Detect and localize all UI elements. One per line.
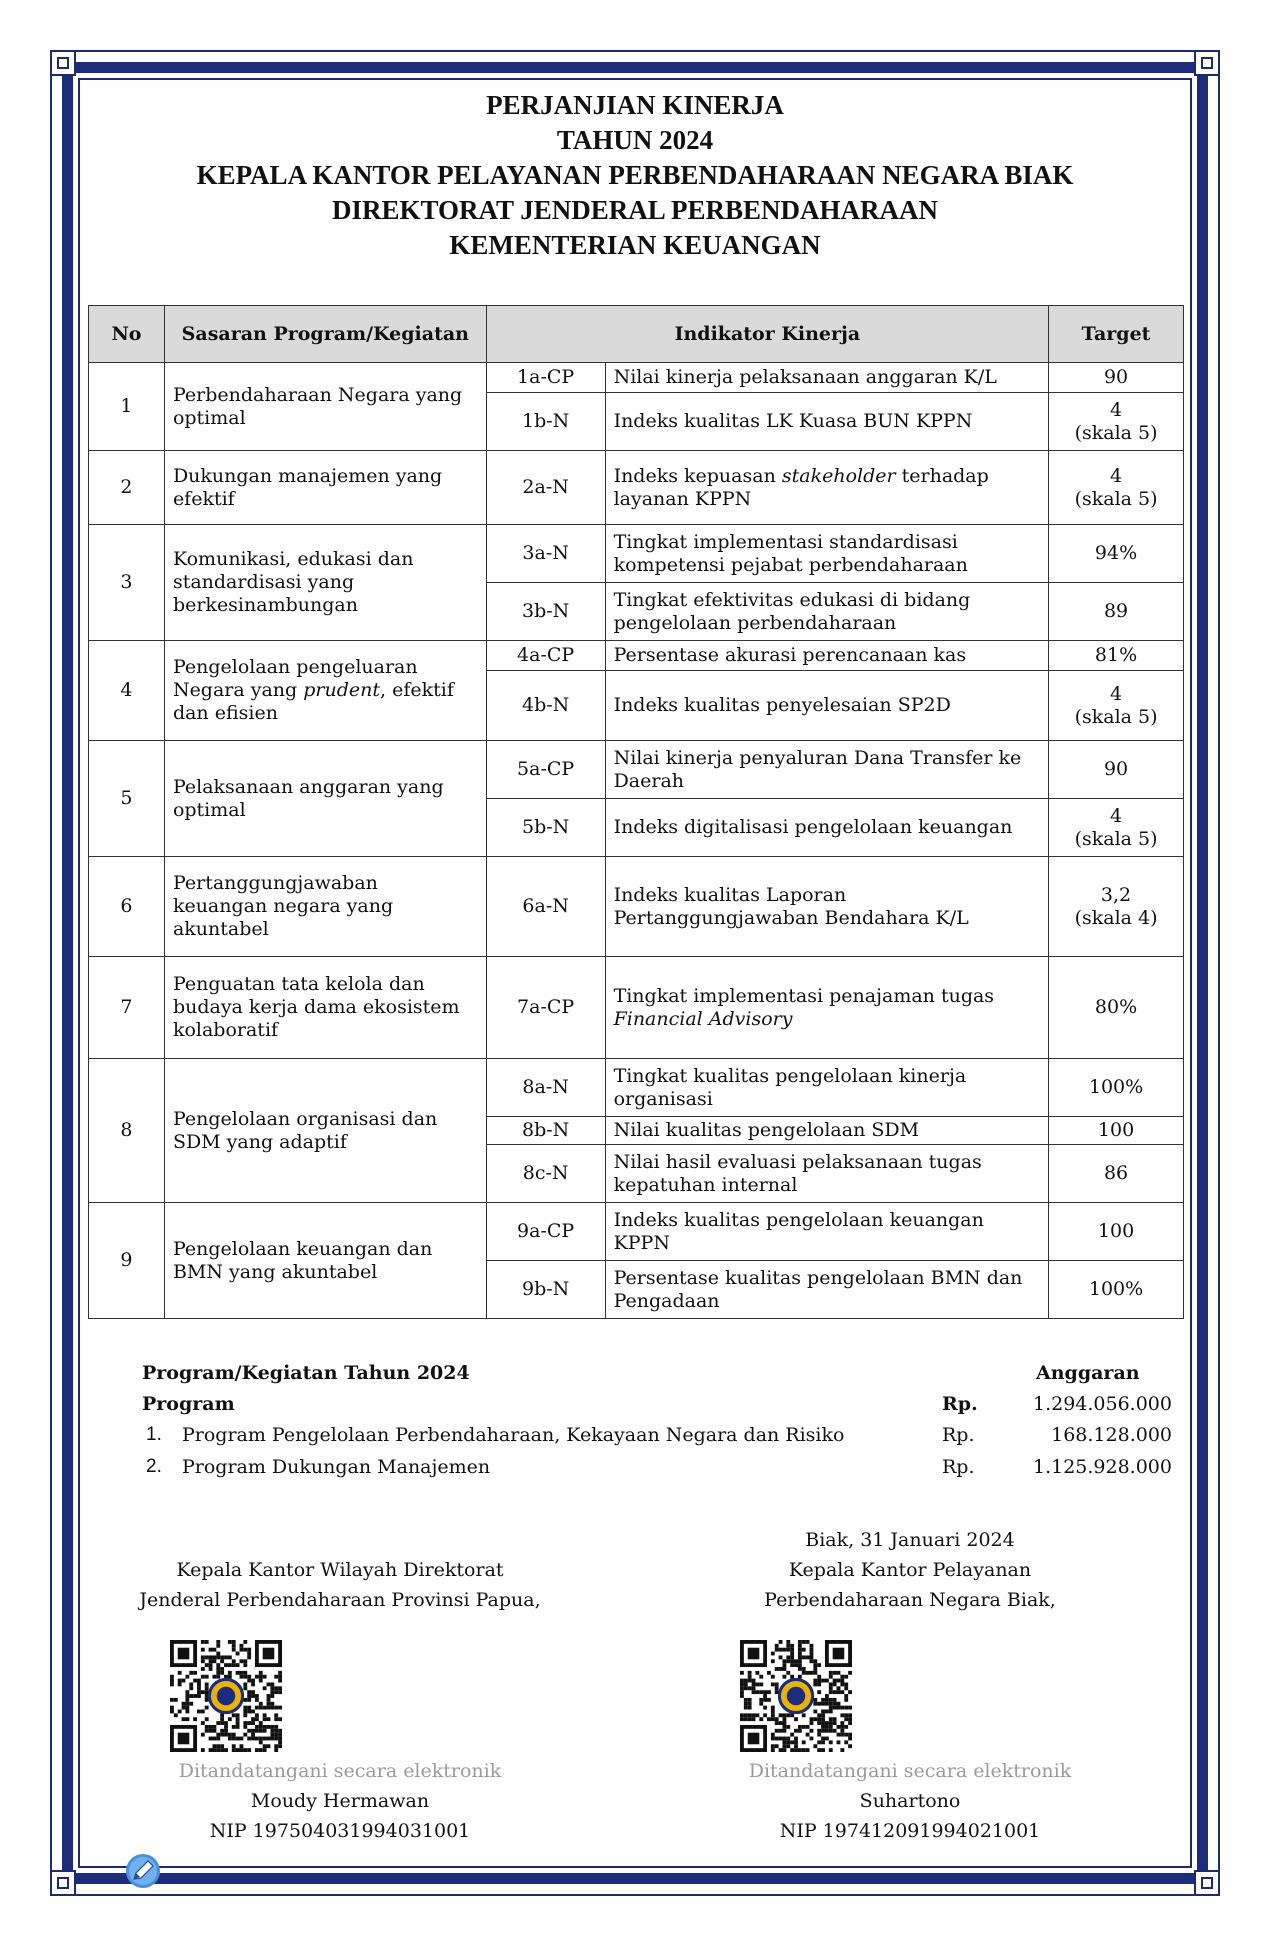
target-scale: (skala 5) xyxy=(1074,705,1158,728)
signature-right-footer xyxy=(670,1756,1150,1846)
target-value xyxy=(1049,799,1184,857)
border-corner-ornament xyxy=(50,50,76,76)
target-value: 100 xyxy=(1049,1117,1184,1145)
row-number: 6 xyxy=(89,857,165,957)
qr-code-right xyxy=(740,1640,852,1752)
target-value: 86 xyxy=(1049,1145,1184,1203)
table-row xyxy=(89,741,1184,799)
row-number: 4 xyxy=(89,641,165,741)
target-value: 100 xyxy=(1049,1203,1184,1261)
signer-name: Suhartono xyxy=(859,1790,961,1812)
indicator-code: 4a-CP xyxy=(486,641,605,671)
indicator-code: 5a-CP xyxy=(486,741,605,799)
indicator-text xyxy=(605,957,1049,1059)
signature-date: Biak, 31 Januari 2024 xyxy=(805,1529,1015,1551)
target-scale: (skala 5) xyxy=(1074,487,1158,510)
indicator-code: 3a-N xyxy=(486,525,605,583)
header-target: Target xyxy=(1049,306,1184,363)
indicator-code: 1b-N xyxy=(486,393,605,451)
indicator-text-part: Tingkat implementasi penajaman tugas xyxy=(613,984,995,1007)
table-row xyxy=(89,525,1184,583)
currency-label: Rp. xyxy=(942,1424,975,1446)
border-corner-ornament xyxy=(50,1870,76,1896)
target-value: 89 xyxy=(1049,583,1184,641)
table-row xyxy=(89,957,1184,1059)
indicator-text: Persentase akurasi perencanaan kas xyxy=(605,641,1049,671)
esign-note: Ditandatangani secara elektronik xyxy=(178,1760,502,1782)
border-corner-ornament xyxy=(1194,1870,1220,1896)
target-value xyxy=(1049,393,1184,451)
target-value: 81% xyxy=(1049,641,1184,671)
indicator-code: 6a-N xyxy=(486,857,605,957)
target-scale: (skala 5) xyxy=(1074,421,1158,444)
border-corner-ornament xyxy=(1194,50,1220,76)
row-number: 2 xyxy=(89,451,165,525)
indicator-text: Indeks kualitas penyelesaian SP2D xyxy=(605,671,1049,741)
indicator-text: Nilai hasil evaluasi pelaksanaan tugas kepatuhan internal xyxy=(605,1145,1049,1203)
table-row xyxy=(89,641,1184,671)
signature-left-header xyxy=(100,1555,580,1615)
indicator-code: 1a-CP xyxy=(486,363,605,393)
sasaran-cell xyxy=(164,641,486,741)
currency-label: Rp. xyxy=(942,1456,975,1478)
signature-right-header xyxy=(670,1525,1150,1615)
indicator-code: 8a-N xyxy=(486,1059,605,1117)
indicator-code: 7a-CP xyxy=(486,957,605,1059)
indicator-text-part: Indeks kepuasan xyxy=(613,464,782,487)
target-value xyxy=(1049,671,1184,741)
indicator-text xyxy=(605,451,1049,525)
indicator-text: Indeks kualitas LK Kuasa BUN KPPN xyxy=(605,393,1049,451)
program-amount: 1.125.928.000 xyxy=(1032,1456,1172,1478)
header-no: No xyxy=(89,306,165,363)
program-amount: 168.128.000 xyxy=(1051,1424,1172,1446)
row-number: 5 xyxy=(89,741,165,857)
sasaran-cell: Pertanggungjawaban keuangan negara yang akuntabel xyxy=(164,857,486,957)
target-number: 4 xyxy=(1109,804,1123,827)
indicator-text: Tingkat implementasi standardisasi kompetensi pejabat perbendaharaan xyxy=(605,525,1049,583)
row-number: 3 xyxy=(89,525,165,641)
program-name: Program Dukungan Manajemen xyxy=(182,1456,491,1478)
sasaran-cell: Pengelolaan organisasi dan SDM yang adaptif xyxy=(164,1059,486,1203)
signer-title: Jenderal Perbendaharaan Provinsi Papua, xyxy=(139,1589,541,1611)
budget-heading: Program/Kegiatan Tahun 2024 xyxy=(142,1362,470,1384)
indicator-code: 8c-N xyxy=(486,1145,605,1203)
target-number: 4 xyxy=(1109,682,1123,705)
target-number: 4 xyxy=(1109,398,1123,421)
title-line: TAHUN 2024 xyxy=(556,125,714,155)
target-scale: (skala 4) xyxy=(1074,906,1158,929)
target-value: 80% xyxy=(1049,957,1184,1059)
indicator-text: Nilai kinerja pelaksanaan anggaran K/L xyxy=(605,363,1049,393)
sasaran-cell: Pelaksanaan anggaran yang optimal xyxy=(164,741,486,857)
indicator-text-italic: Financial Advisory xyxy=(613,1007,793,1030)
table-row xyxy=(89,1059,1184,1117)
signer-nip: NIP 197412091994021001 xyxy=(779,1820,1041,1842)
target-number: 4 xyxy=(1109,464,1123,487)
sasaran-cell: Pengelolaan keuangan dan BMN yang akuntabel xyxy=(164,1203,486,1319)
target-value: 90 xyxy=(1049,363,1184,393)
esign-note: Ditandatangani secara elektronik xyxy=(748,1760,1072,1782)
target-value: 94% xyxy=(1049,525,1184,583)
target-value xyxy=(1049,451,1184,525)
list-number: 1. xyxy=(146,1424,162,1445)
indicator-text: Indeks digitalisasi pengelolaan keuangan xyxy=(605,799,1049,857)
title-line: KEPALA KANTOR PELAYANAN PERBENDAHARAAN NEGARA BIAK xyxy=(196,160,1074,190)
target-value: 100% xyxy=(1049,1059,1184,1117)
sasaran-cell: Dukungan manajemen yang efektif xyxy=(164,451,486,525)
document-title xyxy=(0,88,1270,263)
indicator-text: Tingkat efektivitas edukasi di bidang pengelolaan perbendaharaan xyxy=(605,583,1049,641)
target-number: 3,2 xyxy=(1100,883,1132,906)
indicator-text: Indeks kualitas Laporan Pertanggungjawaban Bendahara K/L xyxy=(605,857,1049,957)
indicator-text-part: terhadap layanan KPPN xyxy=(613,464,989,510)
target-value: 90 xyxy=(1049,741,1184,799)
signer-name: Moudy Hermawan xyxy=(250,1790,430,1812)
row-number: 7 xyxy=(89,957,165,1059)
title-line: KEMENTERIAN KEUANGAN xyxy=(449,230,821,260)
indicator-code: 5b-N xyxy=(486,799,605,857)
anggaran-label: Anggaran xyxy=(1036,1362,1140,1384)
sasaran-text-italic: prudent xyxy=(303,679,381,701)
target-value: 100% xyxy=(1049,1261,1184,1319)
sasaran-text-part: Pengelolaan pengeluaran Negara yang xyxy=(172,656,418,701)
title-line: PERJANJIAN KINERJA xyxy=(486,90,784,120)
performance-table xyxy=(88,305,1184,1319)
indicator-text: Tingkat kualitas pengelolaan kinerja organisasi xyxy=(605,1059,1049,1117)
e-sign-pen-icon xyxy=(124,1852,162,1890)
indicator-text: Persentase kualitas pengelolaan BMN dan Pengadaan xyxy=(605,1261,1049,1319)
signer-title: Kepala Kantor Pelayanan xyxy=(788,1559,1032,1581)
sasaran-text-part: , efektif dan efisien xyxy=(172,679,454,724)
indicator-text: Nilai kinerja penyaluran Dana Transfer ke Daerah xyxy=(605,741,1049,799)
table-header-row xyxy=(89,306,1184,363)
signer-title: Perbendaharaan Negara Biak, xyxy=(764,1589,1056,1611)
budget-total: 1.294.056.000 xyxy=(1032,1393,1172,1415)
indicator-code: 8b-N xyxy=(486,1117,605,1145)
sasaran-cell: Perbendaharaan Negara yang optimal xyxy=(164,363,486,451)
row-number: 9 xyxy=(89,1203,165,1319)
target-scale: (skala 5) xyxy=(1074,827,1158,850)
sasaran-cell: Penguatan tata kelola dan budaya kerja dama ekosistem kolaboratif xyxy=(164,957,486,1059)
indicator-code: 4b-N xyxy=(486,671,605,741)
table-row xyxy=(89,1203,1184,1261)
indicator-code: 9a-CP xyxy=(486,1203,605,1261)
table-row xyxy=(89,451,1184,525)
indicator-text: Nilai kualitas pengelolaan SDM xyxy=(605,1117,1049,1145)
signer-title: Kepala Kantor Wilayah Direktorat xyxy=(176,1559,504,1581)
sasaran-cell: Komunikasi, edukasi dan standardisasi yang berkesinambungan xyxy=(164,525,486,641)
currency-label: Rp. xyxy=(942,1393,978,1415)
header-indikator: Indikator Kinerja xyxy=(486,306,1048,363)
indicator-code: 9b-N xyxy=(486,1261,605,1319)
header-sasaran: Sasaran Program/Kegiatan xyxy=(164,306,486,363)
qr-code-left xyxy=(170,1640,282,1752)
row-number: 1 xyxy=(89,363,165,451)
list-number: 2. xyxy=(146,1456,162,1477)
title-line: DIREKTORAT JENDERAL PERBENDAHARAAN xyxy=(331,195,939,225)
signer-nip: NIP 197504031994031001 xyxy=(209,1820,471,1842)
indicator-text: Indeks kualitas pengelolaan keuangan KPPN xyxy=(605,1203,1049,1261)
indicator-code: 3b-N xyxy=(486,583,605,641)
table-row xyxy=(89,363,1184,393)
table-row xyxy=(89,857,1184,957)
program-name: Program Pengelolaan Perbendaharaan, Kekayaan Negara dan Risiko xyxy=(182,1424,845,1446)
indicator-code: 2a-N xyxy=(486,451,605,525)
indicator-text-italic: stakeholder xyxy=(781,464,896,487)
signature-left-footer xyxy=(100,1756,580,1846)
program-label: Program xyxy=(142,1393,235,1415)
row-number: 8 xyxy=(89,1059,165,1203)
target-value xyxy=(1049,857,1184,957)
